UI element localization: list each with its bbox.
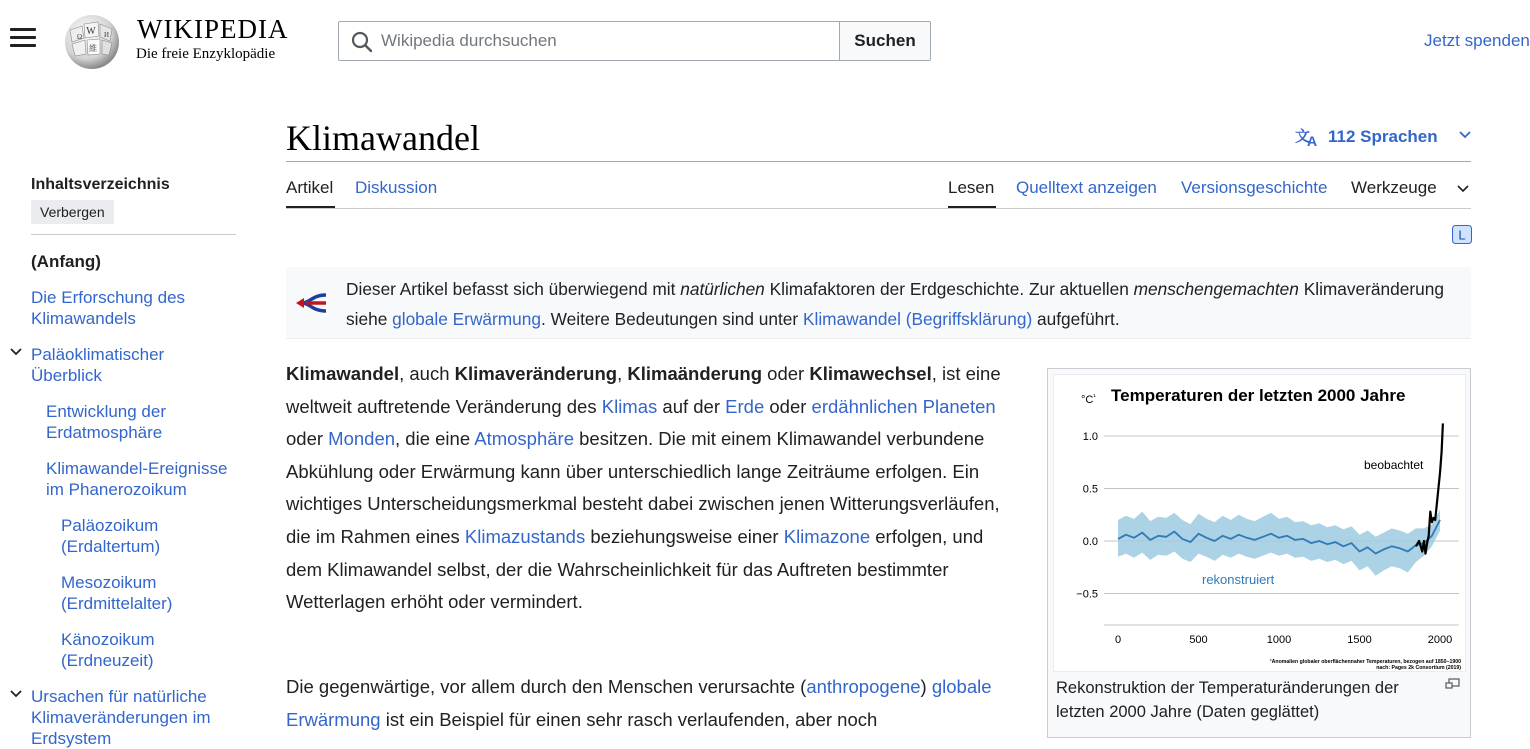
chart-ylabel-suffix: ¹ [1093,394,1096,401]
chevron-down-icon[interactable] [9,687,23,701]
svg-text:Ω: Ω [77,33,83,41]
x-tick-label: 1500 [1347,634,1372,646]
text-fragment: oder [286,428,329,450]
menu-bar [10,44,36,47]
svg-text:A: A [1307,133,1318,149]
toc-item-ursachen[interactable]: Ursachen für natürliche Klimaveränderungen im Erdsystem [31,687,211,748]
toc-item-phanerozoikum[interactable]: Klimawandel-Ereignisse im Phanerozoikum [46,459,228,499]
hatnote-fragment: Klimaveränderung siehe [346,279,1444,329]
toc-item-palaeozoikum[interactable]: Paläozoikum (Erdaltertum) [61,516,161,556]
hatnote-emphasis: menschengemachten [1133,279,1299,299]
link-klimazone[interactable]: Klimazone [783,525,871,547]
x-tick-label: 500 [1189,634,1208,646]
toc-hide-button[interactable]: Verbergen [31,200,114,224]
menu-bar [10,36,36,39]
wikipedia-globe-logo[interactable] [60,12,124,70]
series-label-beobachtet: beobachtet [1364,458,1424,472]
link-globale-erwaermung[interactable]: globale Erwärmung [392,309,542,329]
chart-footnote: ¹Anomalien globaler oberflächennaher Temperaturen, bezogen auf 1850–1900 [1269,659,1461,665]
tab-versionsgeschichte[interactable]: Versionsgeschichte [1181,178,1328,197]
bold-term: Klimawandel [286,363,400,384]
language-count: 112 Sprachen [1328,127,1438,146]
text-fragment: ) [920,676,932,697]
main-menu-button[interactable] [10,28,36,50]
toc-item-erdatmosphaere[interactable]: Entwicklung der Erdatmosphäre [46,402,167,442]
tab-lesen[interactable]: Lesen [948,178,995,197]
bold-term: Klimawechsel [809,363,932,384]
text-fragment: , die eine [395,428,475,450]
bold-term: Klimaänderung [627,363,763,384]
svg-text:維: 維 [89,44,97,53]
tagline: Die freie Enzyklopädie [136,46,276,62]
temperature-chart-image[interactable] [1053,374,1466,672]
text-fragment: , auch [399,363,455,384]
chart-ylabel-text: °C [1081,394,1094,406]
bold-term: Klimaveränderung [454,363,618,384]
text-fragment: oder [762,363,810,384]
x-tick-label: 1000 [1266,634,1292,646]
menu-bar [10,28,36,31]
donate-link[interactable]: Jetzt spenden [1424,31,1530,50]
hatnote-fragment: . Weitere Bedeutungen sind unter [541,309,803,329]
chevron-down-icon[interactable] [1457,184,1469,194]
search-box[interactable] [338,21,840,61]
svg-text:И: И [104,31,110,39]
text-fragment: , [617,363,628,384]
title-divider [286,161,1471,162]
x-tick-label: 2000 [1427,634,1453,646]
y-tick-label: 1.0 [1082,431,1098,443]
disambiguation-arrow-icon [294,289,328,317]
text-fragment: ist ein Beispiel für einen sehr rasch verlaufenden, aber noch [380,708,878,730]
y-tick-label: −0.5 [1076,588,1098,601]
chart-uncertainty-band [1118,510,1440,576]
toc-item-erforschung[interactable]: Die Erforschung des Klimawandels [31,288,186,328]
second-paragraph [286,671,1021,736]
tab-diskussion[interactable]: Diskussion [355,178,438,197]
svg-text:W: W [86,26,96,37]
link-erdaehnliche-planeten[interactable]: erdähnlichen Planeten [811,395,996,417]
link-anthropogene[interactable]: anthropogene [806,676,921,697]
link-klimazustands[interactable]: Klimazustands [464,525,586,547]
link-monden[interactable]: Monden [328,428,396,450]
hatnote-text [346,274,1456,334]
toc-title: Inhaltsverzeichnis [31,176,170,193]
hatnote-fragment: Dieser Artikel befasst sich überwiegend mit [346,279,681,299]
search-input[interactable] [381,22,831,60]
text-fragment: besitzen. Die mit einem Klimawandel verbundene Abkühlung oder Erwärmung kann über unterschiedlich lange Zeiträume erfolgen. Ein wichtiges Unterscheidungsmerkmal besteht dabei zwischen jenen Witterungsverläufen, die im Rahmen eines [286,428,1000,547]
chevron-down-icon [1459,130,1471,140]
chart-title: Temperaturen der letzten 2000 Jahre [1111,386,1406,405]
link-klimawandel-begriffsklaerung[interactable]: Klimawandel (Begriffsklärung) [802,309,1033,329]
search-icon [351,31,373,53]
chart-ylabel [1081,394,1096,406]
uncertainty-band [1118,510,1440,576]
chart-source: nach: Pages 2k Consortium (2019) [1376,665,1461,671]
hatnote-fragment: Klimafaktoren der Erdgeschichte. Zur aktuellen [764,279,1134,299]
toc-item-mesozoikum[interactable]: Mesozoikum (Erdmittelalter) [61,573,173,613]
text-fragment: Die gegenwärtige, vor allem durch den Menschen verursachte ( [286,676,807,697]
toc-item-anfang[interactable]: (Anfang) [31,252,101,271]
text-fragment: oder [764,395,812,417]
hatnote-fragment: aufgeführt. [1032,309,1120,329]
chevron-down-icon[interactable] [9,345,23,359]
hatnote-emphasis: natürlichen [680,279,765,299]
wikipedia-wordmark[interactable]: WIKIPEDIA [137,14,289,44]
text-fragment: beziehungsweise einer [585,525,784,547]
page-title: Klimawandel [286,118,480,158]
translate-icon [1295,126,1321,148]
site-header [0,0,1530,80]
link-atmosphaere[interactable]: Atmosphäre [474,428,574,450]
text-fragment: auf der [657,395,726,417]
tabs-divider [286,208,1471,209]
text-fragment: , ist eine weltweit auftretende Veränderung des [286,363,1001,417]
intro-paragraph [286,358,1021,619]
tab-quelltext[interactable]: Quelltext anzeigen [1016,178,1157,197]
link-globale-erwaermung[interactable]: globale Erwärmung [286,676,992,730]
y-tick-label: 0.5 [1082,483,1098,496]
x-tick-label: 0 [1114,634,1122,646]
lesenswert-badge-icon[interactable] [1452,225,1472,244]
toc-divider [31,234,236,235]
thumbnail-figure [1047,368,1471,738]
svg-text:文: 文 [1295,127,1311,145]
toc-item-kaenozoikum[interactable]: Känozoikum (Erdneuzeit) [61,630,155,670]
tab-werkzeuge[interactable]: Werkzeuge [1351,178,1437,197]
tab-artikel[interactable]: Artikel [286,178,334,197]
toc-item-palaeoklima[interactable]: Paläoklimatischer Überblick [31,345,165,385]
temperature-chart [1054,375,1465,671]
link-erde[interactable]: Erde [725,395,765,417]
search-button[interactable]: Suchen [839,21,931,61]
text-fragment: erfolgen, und dem Klimawandel selbst, der die Wahrscheinlichkeit für das Auftreten bestimmter Wetterlagen erhöht oder vermindert. [286,525,984,613]
y-tick-label: 0.0 [1082,536,1098,548]
series-label-rekonstruiert: rekonstruiert [1202,572,1275,587]
figure-caption: Rekonstruktion der Temperaturänderungen der letzten 2000 Jahre (Daten geglättet) [1056,679,1399,721]
svg-text:L: L [1458,227,1466,243]
link-klimas[interactable]: Klimas [601,395,658,417]
hatnote [286,267,1471,339]
